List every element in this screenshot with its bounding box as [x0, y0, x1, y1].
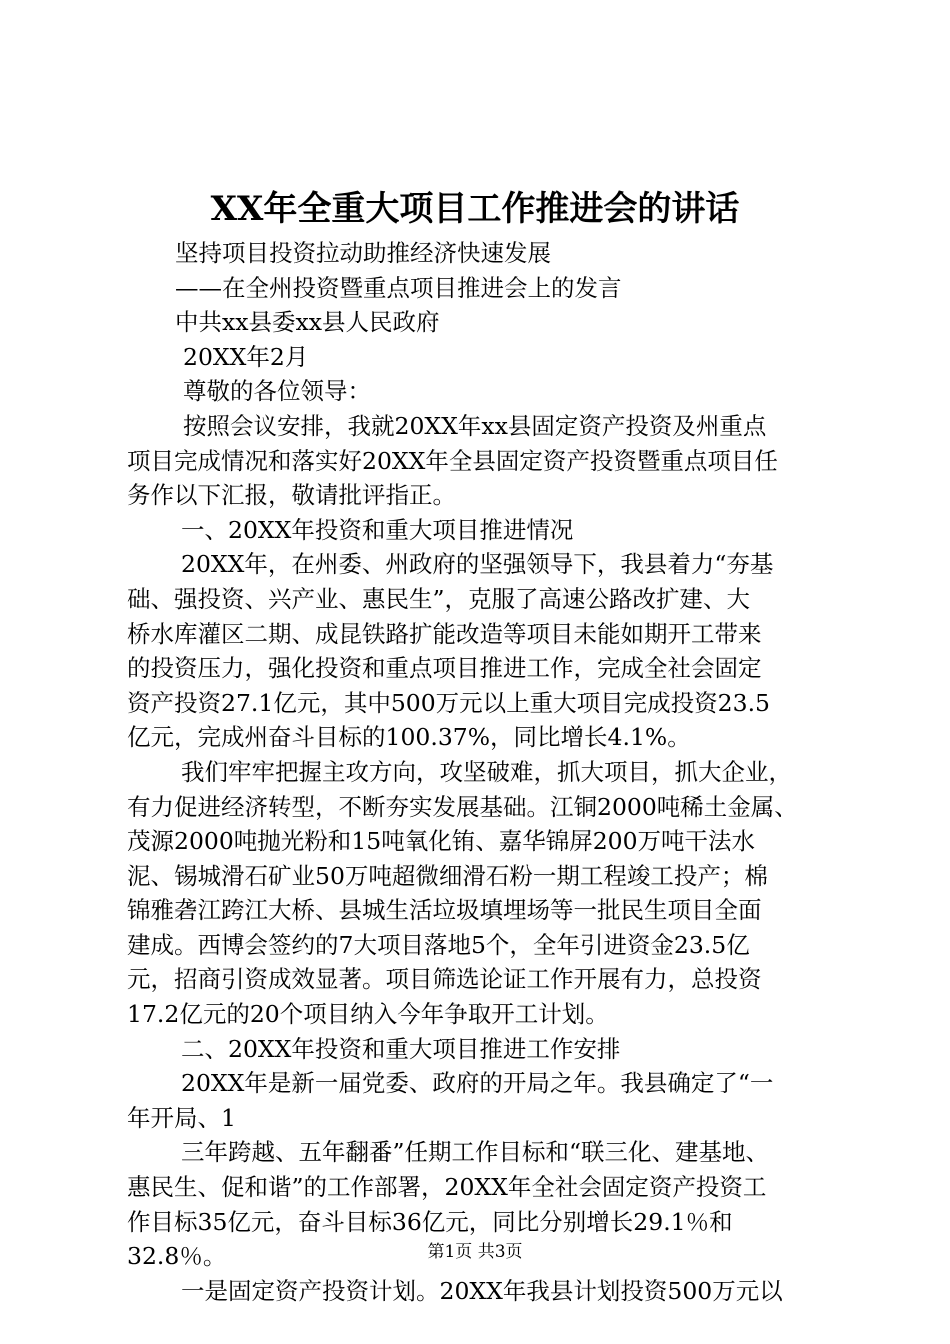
body-line: 一是固定资产投资计划。20XX年我县计划投资500万元以	[181, 1276, 783, 1305]
body-line: 有力促进经济转型，不断夯实发展基础。江铜2000吨稀土金属、	[127, 792, 798, 821]
body-line: 17.2亿元的20个项目纳入今年争取开工计划。	[127, 1000, 609, 1029]
body-line: 我们牢牢把握主攻方向，攻坚破难，抓大项目，抓大企业，	[181, 757, 792, 786]
body-line: 尊敬的各位领导：	[183, 377, 371, 406]
body-line: 项目完成情况和落实好20XX年全县固定资产投资暨重点项目任	[127, 446, 778, 475]
body-line: 锦雅砻江跨江大桥、县城生活垃圾填埋场等一批民生项目全面	[127, 896, 762, 925]
body-line: 茂源2000吨抛光粉和15吨氧化铕、嘉华锦屏200万吨干法水	[127, 827, 756, 856]
body-line: 亿元，完成州奋斗目标的100.37%，同比增长4.1%。	[127, 723, 691, 752]
document-title: XX年全重大项目工作推进会的讲话	[210, 189, 740, 229]
document-body	[127, 236, 847, 1308]
body-line: 坚持项目投资拉动助推经济快速发展	[175, 239, 551, 267]
body-line: 资产投资27.1亿元，其中500万元以上重大项目完成投资23.5	[127, 688, 771, 717]
body-line: 三年跨越、五年翻番”任期工作目标和“联三化、建基地、	[181, 1138, 770, 1167]
body-line: 惠民生、促和谐”的工作部署，20XX年全社会固定资产投资工	[127, 1173, 767, 1202]
body-line: 32.8％。	[127, 1242, 227, 1271]
page-footer: 第1页 共3页	[427, 1242, 523, 1262]
body-line: 20XX年是新一届党委、政府的开局之年。我县确定了“一	[181, 1069, 774, 1098]
body-line: 作目标35亿元，奋斗目标36亿元，同比分别增长29.1％和	[127, 1207, 733, 1236]
body-line: 的投资压力，强化投资和重点项目推进工作，完成全社会固定	[127, 654, 762, 683]
body-line: 20XX年，在州委、州政府的坚强领导下，我县着力“夯基	[181, 550, 774, 579]
body-line: 建成。西博会签约的7大项目落地5个，全年引进资金23.5亿	[127, 930, 750, 959]
body-line: 年开局、1	[127, 1103, 236, 1132]
body-line: 一、20XX年投资和重大项目推进情况	[181, 515, 574, 544]
body-line: 桥水库灌区二期、成昆铁路扩能改造等项目未能如期开工带来	[127, 619, 762, 648]
body-line: 二、20XX年投资和重大项目推进工作安排	[181, 1034, 621, 1063]
body-line: ——在全州投资暨重点项目推进会上的发言	[175, 273, 622, 302]
body-line: 务作以下汇报，敬请批评指正。	[127, 481, 456, 510]
body-line: 泥、锡城滑石矿业50万吨超微细滑石粉一期工程竣工投产；棉	[127, 861, 768, 890]
body-line: 20XX年2月	[183, 342, 309, 371]
body-line: 元，招商引资成效显著。项目筛选论证工作开展有力，总投资	[127, 965, 762, 994]
body-line: 中共xx县委xx县人民政府	[175, 308, 440, 337]
body-line: 按照会议安排，我就20XX年xx县固定资产投资及州重点	[183, 411, 767, 440]
body-line: 础、强投资、兴产业、惠民生”，克服了高速公路改扩建、大	[127, 584, 751, 613]
